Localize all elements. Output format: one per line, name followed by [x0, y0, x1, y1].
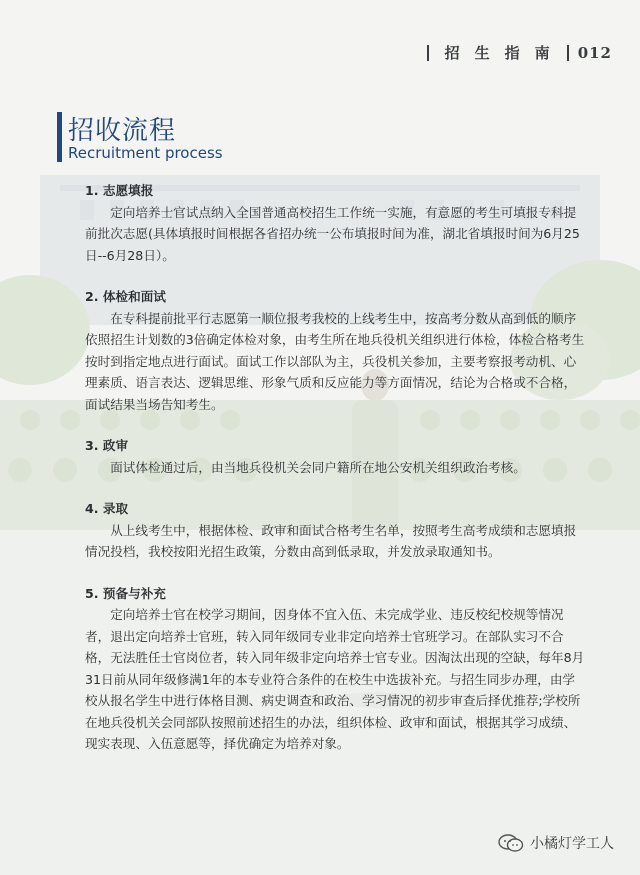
page-title: 招收流程: [68, 116, 177, 146]
section-heading: 3. 政审: [85, 438, 129, 453]
section-heading: 2. 体检和面试: [85, 289, 166, 304]
section-text: 面试体检通过后，由当地兵役机关会同户籍所在地公安机关组织政治考核。: [110, 459, 526, 475]
header-divider: [427, 45, 429, 61]
section-admission: [85, 498, 587, 563]
wechat-icon: [498, 834, 524, 852]
section-physical-exam: [85, 286, 587, 415]
section-political-review: [85, 435, 587, 478]
header-char: 生: [474, 44, 491, 62]
section-heading: 5. 预备与补充: [85, 585, 166, 601]
section-volunteer-filing: [85, 180, 587, 266]
section-text: 在专科提前批平行志愿第一顺位报考我校的上线考生中，按高考分数从高到低的顺序依照招生计划数的3倍确定体检对象，由考生所在地兵役机关组织进行体检，体检合格考生按时到指定地点进行面试。面试工作以部队为主，兵役机关参加，主要考察报考动机、心理素质、语言表达、逻辑思维、形象气质和反应能力等方面情况，结论为合格或不合格，面试结果当场告知考生。: [85, 310, 585, 412]
header-char: 南: [534, 44, 551, 62]
page-header: [418, 42, 612, 63]
section-reserve-supplement: [85, 583, 587, 755]
title-accent-bar: [57, 112, 62, 162]
page-subtitle: Recruitment process: [68, 144, 223, 162]
header-divider: [567, 45, 569, 61]
section-text: 从上线考生中，根据体检、政审和面试合格考生名单，按照考生高考成绩和志愿填报情况投档，我校按阳光招生政策，分数由高到低录取，并发放录取通知书。: [85, 522, 577, 559]
watermark: [498, 833, 614, 853]
section-heading: 1. 志愿填报: [85, 183, 154, 198]
header-char: 招: [444, 44, 461, 62]
section-heading: 4. 录取: [85, 501, 129, 516]
header-char: 指: [504, 44, 521, 62]
page-number: 012: [577, 43, 612, 62]
content-body: [85, 180, 587, 775]
watermark-text: 小橘灯学工人: [530, 836, 614, 852]
section-text: 定向培养士官试点纳入全国普通高校招生工作统一实施，有意愿的考生可填报专科提前批次志愿(具体填报时间根据各省招办统一公布填报时间为准，湖北省填报时间为6月25日--6月28日）。: [85, 204, 580, 263]
section-text: 定向培养士官在校学习期间，因身体不宜入伍、未完成学业、违反校纪校规等情况者，退出定向培养士官班，转入同年级同专业非定向培养士官班学习。在部队实习不合格，无法胜任士官岗位者，转入同年级非定向培养士官专业。因淘汰出现的空缺，每年8月31日前从同年级修满1年的本专业符合条件的在校生中选拔补充。与招生同步办理，由学校从报名学生中进行体格目测、病史调查和政治、学习情况的初步审查后择优推荐;学校所在地兵役机关会同部队按照前述招生的办法，组织体检、政审和面试，根据其学习成绩、现实表现、入伍意愿等，择优确定为培养对象。: [85, 607, 585, 751]
